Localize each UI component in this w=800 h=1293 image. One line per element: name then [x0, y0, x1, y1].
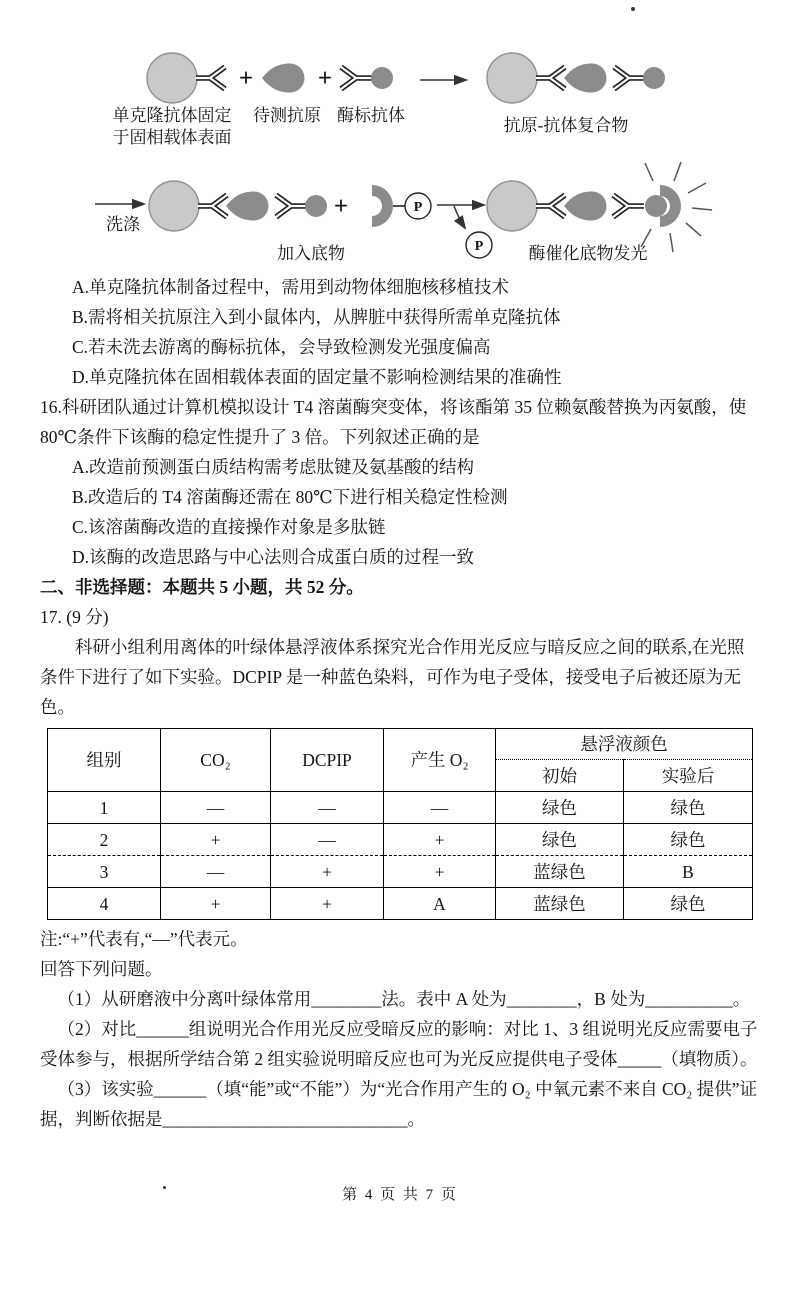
col-header-after: 实验后: [624, 760, 753, 792]
enzyme-antibody-icon: [341, 67, 372, 89]
cell-o2: +: [384, 856, 496, 888]
cell-co2: —: [161, 792, 271, 824]
antigen-teardrop-icon: [564, 192, 607, 221]
table-row: [48, 856, 753, 888]
cell-o2: A: [384, 888, 496, 920]
col-header-suspension-color: 悬浮液颜色: [496, 729, 753, 760]
cell-dcpip: +: [271, 888, 384, 920]
cell-group: 3: [48, 856, 161, 888]
cell-co2: +: [161, 888, 271, 920]
table-header-row: [48, 729, 753, 760]
table-row: [48, 792, 753, 824]
antigen-teardrop-icon: [564, 64, 607, 93]
diagram-label-substrate: 加入底物: [277, 244, 345, 263]
answer-prompt: 回答下列问题。: [40, 959, 163, 979]
q16-stem: 16.科研团队通过计算机模拟设计 T4 溶菌酶突变体，将该酯第 35 位赖氨酸替换为丙氨酸，使 80℃条件下该酶的稳定性提升了 3 倍。下列叙述正确的是: [40, 397, 747, 447]
enzyme-antibody-icon: [276, 195, 307, 217]
cell-after: B: [624, 856, 753, 888]
antibody-icon: [196, 67, 225, 89]
q15-option-d: D.单克隆抗体在固相载体表面的固定量不影响检测结果的准确性: [72, 367, 562, 387]
cell-group: 1: [48, 792, 161, 824]
cell-co2: +: [161, 824, 271, 856]
cell-after: 绿色: [624, 888, 753, 920]
col-header-co2: CO₂: [161, 729, 271, 792]
cell-o2: —: [384, 792, 496, 824]
col-header-o2: 产生 O₂: [384, 729, 496, 792]
carrier-circle: [149, 181, 199, 231]
q15-option-c: C.若未洗去游离的酶标抗体，会导致检测发光强度偏高: [72, 337, 491, 357]
col-header-group: 组别: [48, 729, 161, 792]
q17-intro: 科研小组利用离体的叶绿体悬浮液体系探究光合作用光反应与暗反应之间的联系,在光照条件下进行了如下实验。DCPIP 是一种蓝色染料，可作为电子受体，接受电子后被还原为无色。: [40, 637, 745, 717]
cell-after: 绿色: [624, 824, 753, 856]
q17-number: 17. (9 分): [40, 607, 109, 627]
q17-sub-question-2: （2）对比______组说明光合作用光反应受暗反应的影响：对比 1、3 组说明光反应需要电子受体参与，根据所学结合第 2 组实验说明暗反应也可为光反应提供电子受体_____（填物质）。: [40, 1019, 758, 1069]
page-footer: 第 4 页 共 7 页: [342, 1187, 458, 1203]
scan-artifact-dot: [631, 7, 635, 11]
table-row: [48, 888, 753, 920]
enzyme-circle: [305, 195, 327, 217]
diagram-label-enzyme-ab: 酶标抗体: [337, 106, 405, 125]
plus-sign: +: [333, 193, 349, 220]
cell-dcpip: —: [271, 792, 384, 824]
enzyme-circle: [643, 67, 665, 89]
diagram-label-luminesce: 酶催化底物发光: [528, 244, 648, 263]
enzyme-circle: [645, 195, 667, 217]
antigen-teardrop-icon: [262, 64, 305, 93]
carrier-circle: [487, 53, 537, 103]
plus-sign: +: [317, 65, 333, 92]
cell-group: 2: [48, 824, 161, 856]
p-label: P: [474, 239, 484, 254]
q16-option-b: B.改造后的 T4 溶菌酶还需在 80℃下进行相关稳定性检测: [72, 487, 508, 507]
antigen-teardrop-icon: [226, 192, 269, 221]
enzyme-antibody-icon: [614, 67, 645, 89]
enzyme-antibody-icon: [613, 195, 644, 217]
cell-group: 4: [48, 888, 161, 920]
p-label: P: [413, 200, 423, 215]
experiment-table: [47, 728, 753, 920]
col-header-initial: 初始: [496, 760, 624, 792]
q17-sub-question-3: （3）该实验______（填“能”或“不能”）为“光合作用产生的 O₂ 中氧元素不来自 CO₂ 提供”证据，判断依据是____________________________。: [40, 1079, 758, 1129]
elisa-diagram-svg: [0, 0, 800, 272]
cell-dcpip: +: [271, 856, 384, 888]
elisa-diagram: [0, 0, 800, 272]
cell-o2: +: [384, 824, 496, 856]
diagram-label-complex: 抗原-抗体复合物: [503, 116, 629, 135]
enzyme-circle: [371, 67, 393, 89]
cell-dcpip: —: [271, 824, 384, 856]
carrier-circle: [487, 181, 537, 231]
carrier-circle: [147, 53, 197, 103]
substrate-crescent-icon: [372, 185, 393, 227]
table-note: 注:“+”代表有,“—”代表元。: [40, 929, 248, 949]
cell-initial: 绿色: [496, 824, 624, 856]
diagram-label-antigen: 待测抗原: [253, 106, 321, 125]
q16-option-a: A.改造前预测蛋白质结构需考虑肽键及氨基酸的结构: [72, 457, 475, 477]
diagram-label-mab-1: 单克隆抗体固定: [112, 106, 232, 125]
q15-option-a: A.单克隆抗体制备过程中，需用到动物体细胞核移植技术: [72, 277, 510, 297]
table-row: [48, 824, 753, 856]
diagram-label-mab-2: 于固相载体表面: [112, 128, 232, 147]
q16-option-c: C.该溶菌酶改造的直接操作对象是多肽链: [72, 517, 386, 537]
cell-co2: —: [161, 856, 271, 888]
q15-option-b: B.需将相关抗原注入到小鼠体内，从脾脏中获得所需单克隆抗体: [72, 307, 561, 327]
cell-initial: 蓝绿色: [496, 856, 624, 888]
q17-sub-question-1: （1）从研磨液中分离叶绿体常用________法。表中 A 处为________，B 处为__________。: [57, 989, 751, 1009]
p-release-curved-arrow-icon: [454, 206, 465, 228]
section-2-title: 二、非选择题：本题共 5 小题，共 52 分。: [40, 577, 364, 597]
plus-sign: +: [238, 65, 254, 92]
antibody-icon: [198, 195, 227, 217]
cell-after: 绿色: [624, 792, 753, 824]
antibody-icon: [536, 195, 565, 217]
antibody-icon: [536, 67, 565, 89]
diagram-label-wash: 洗涤: [106, 215, 140, 234]
exam-body: [0, 272, 800, 1134]
col-header-dcpip: DCPIP: [271, 729, 384, 792]
q16-option-d: D.该酶的改造思路与中心法则合成蛋白质的过程一致: [72, 547, 475, 567]
cell-initial: 绿色: [496, 792, 624, 824]
cell-initial: 蓝绿色: [496, 888, 624, 920]
